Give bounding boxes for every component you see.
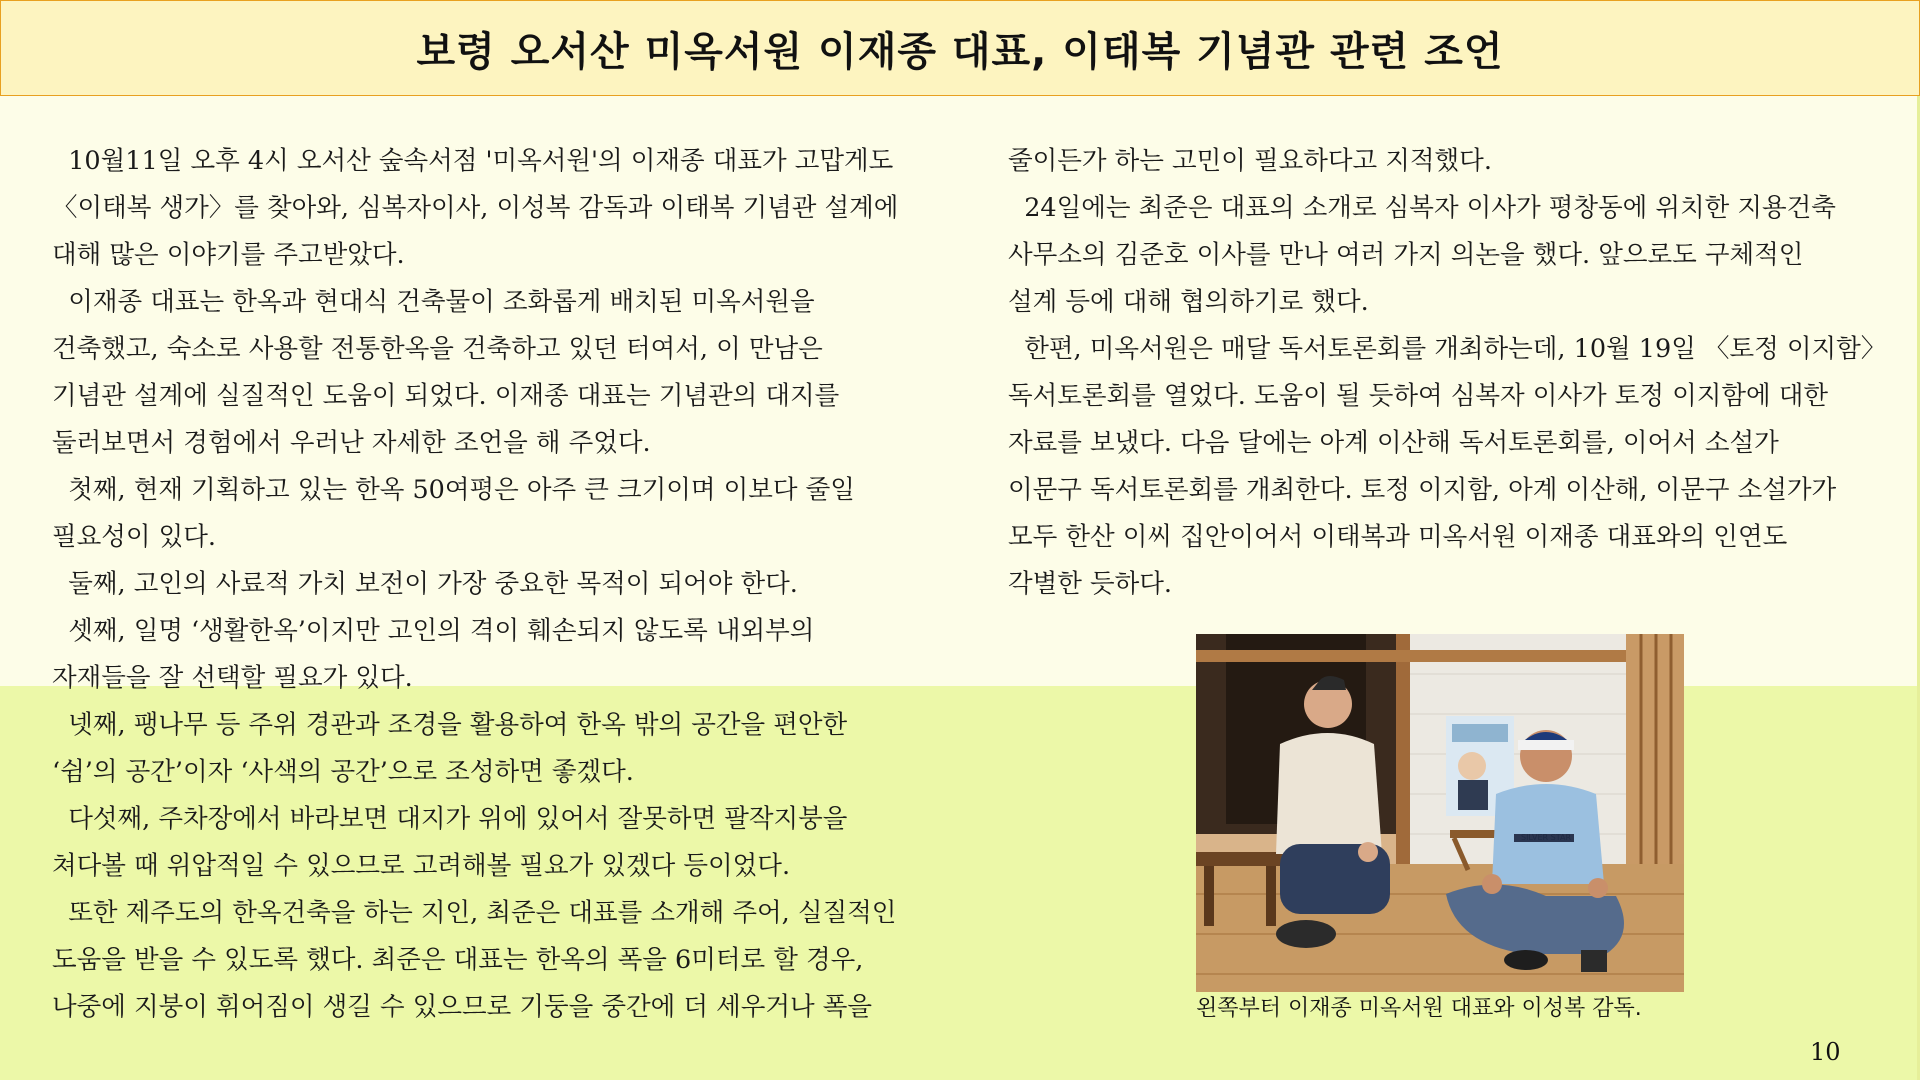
article-line: 독서토론회를 열었다. 도움이 될 듯하여 심복자 이사가 토정 이지함에 대한 — [1008, 381, 1829, 411]
article-line: 나중에 지붕이 휘어짐이 생길 수 있으므로 기둥을 중간에 더 세우거나 폭을 — [52, 992, 873, 1022]
article-line: 이문구 독서토론회를 개최한다. 토정 이지함, 아계 이산해, 이문구 소설가가 — [1008, 475, 1837, 505]
article-line: 사무소의 김준호 이사를 만나 여러 가지 의논을 했다. 앞으로도 구체적인 — [1008, 240, 1804, 270]
article-line: 넷째, 팽나무 등 주위 경관과 조경을 활용하여 한옥 밖의 공간을 편안한 — [52, 710, 848, 740]
article-line: 한편, 미옥서원은 매달 독서토론회를 개최하는데, 10월 19일 〈토정 이지함〉 — [1008, 334, 1887, 364]
article-line: 이재종 대표는 한옥과 현대식 건축물이 조화롭게 배치된 미옥서원을 — [52, 287, 815, 317]
article-line: 쳐다볼 때 위압적일 수 있으므로 고려해볼 필요가 있겠다 등이었다. — [52, 851, 791, 881]
article-line: 줄이든가 하는 고민이 필요하다고 지적했다. — [1008, 146, 1492, 176]
article-line: 건축했고, 숙소로 사용할 전통한옥을 건축하고 있던 터여서, 이 만남은 — [52, 334, 823, 364]
title-banner — [0, 0, 1920, 96]
article-line: 둘째, 고인의 사료적 가치 보전이 가장 중요한 목적이 되어야 한다. — [52, 569, 798, 599]
article-line: 설계 등에 대해 협의하기로 했다. — [1008, 287, 1369, 317]
photo-caption: 왼쪽부터 이재종 미옥서원 대표와 이성복 감독. — [1196, 996, 1642, 1021]
article-line: 모두 한산 이씨 집안이어서 이태복과 미옥서원 이재종 대표와의 인연도 — [1008, 522, 1788, 552]
article-left-column — [52, 138, 952, 1031]
article-line: 셋째, 일명 ‘생활한옥’이지만 고인의 격이 훼손되지 않도록 내외부의 — [52, 616, 815, 646]
article-line: 자료를 보냈다. 다음 달에는 아계 이산해 독서토론회를, 이어서 소설가 — [1008, 428, 1779, 458]
article-line: 필요성이 있다. — [52, 522, 217, 552]
article-line: 또한 제주도의 한옥건축을 하는 지인, 최준은 대표를 소개해 주어, 실질적인 — [52, 898, 897, 928]
article-line: 기념관 설계에 실질적인 도움이 되었다. 이재종 대표는 기념관의 대지를 — [52, 381, 840, 411]
article-line: 각별한 듯하다. — [1008, 569, 1173, 599]
page-number: 10 — [1810, 1038, 1841, 1066]
article-line: 도움을 받을 수 있도록 했다. 최준은 대표는 한옥의 폭을 6미터로 할 경우, — [52, 945, 864, 975]
article-line: 〈이태복 생가〉를 찾아와, 심복자이사, 이성복 감독과 이태복 기념관 설계에 — [52, 193, 899, 223]
article-line: 자재들을 잘 선택할 필요가 있다. — [52, 663, 413, 693]
article-line: ‘쉼’의 공간’이자 ‘사색의 공간’으로 조성하면 좋겠다. — [52, 757, 634, 787]
article-line: 첫째, 현재 기획하고 있는 한옥 50여평은 아주 큰 크기이며 이보다 줄일 — [52, 475, 855, 505]
article-line: 다섯째, 주차장에서 바라보면 대지가 위에 있어서 잘못하면 팔작지붕을 — [52, 804, 848, 834]
article-right-column — [1008, 138, 1888, 608]
poster-text: SILVER STAR — [1520, 833, 1572, 842]
page-title: 보령 오서산 미옥서원 이재종 대표, 이태복 기념관 관련 조언 — [416, 28, 1504, 75]
article-line: 대해 많은 이야기를 주고받았다. — [52, 240, 405, 270]
article-line: 24일에는 최준은 대표의 소개로 심복자 이사가 평창동에 위치한 지용건축 — [1008, 193, 1836, 223]
photo-two-men — [1196, 634, 1684, 992]
photo-illustration — [1196, 634, 1684, 992]
article-line: 둘러보면서 경험에서 우러난 자세한 조언을 해 주었다. — [52, 428, 651, 458]
article-line: 10월11일 오후 4시 오서산 숲속서점 '미옥서원'의 이재종 대표가 고맙게도 — [52, 146, 894, 176]
